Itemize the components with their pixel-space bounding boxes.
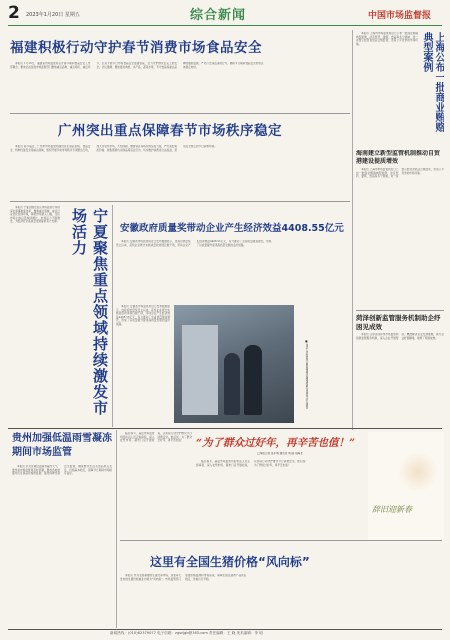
- issue-date: 2023年1月20日 星期五: [26, 12, 80, 18]
- article7-body: [120, 574, 442, 626]
- article5-headline: 贵州加强低温雨雪凝冻期间市场监管: [12, 433, 112, 458]
- masthead: [0, 0, 450, 26]
- photo-equipment: [182, 325, 218, 415]
- article4-body: [10, 206, 60, 426]
- article3-text: 本报讯 安徽省市场监管局近日发布数据显示，自政府质量奖设立以来，获奖企业累计实施质量改进项目数千项，带动企业产生经济效益4408.55亿元，有力推动了全省质量强省建设，形成了以质量提升促进高质量发展的良好氛围。: [116, 240, 272, 247]
- brief-body: [356, 333, 444, 427]
- footer-rule: [8, 629, 442, 630]
- divider: [112, 205, 113, 427]
- divider: [8, 428, 442, 429]
- sidebar-sub-body: [356, 168, 444, 308]
- article1-text: 本报讯 1月16日，福建省市场监管局召开春节期间食品安全工作部署会，要求全省各级市场监管部门聚焦重点品种、重点场所、重点环节，扎实开展节日市场食品安全监督检查，全力守护群众舌尖上的安全。会议强调，要加强对肉类、水产品、蔬菜水果、节令食品等重点品种的抽检监测，严厉打击违法违规行为，确保节日期间食品安全形势总体稳定向好。: [10, 62, 264, 69]
- photo-caption: [296, 340, 308, 420]
- article6-byline: [200, 452, 360, 456]
- article6-headline: “为了群众过好年，再辛苦也值！”: [196, 437, 356, 449]
- photo-figure: [244, 345, 262, 415]
- article1-headline: 福建积极行动守护春节消费市场食品安全: [10, 40, 262, 56]
- section-title: 综合新闻: [190, 8, 247, 23]
- article6-left-body: [120, 432, 192, 537]
- article2-text: 本报讯 春节临近，广州市市场监管局围绕民生商品价格、食品安全、特种设备安全等重点领域，组织开展节前市场秩序专项整治行动，加大对农贸市场、大型商超、旅游景区等场所的巡查力度，严厉查处哄抬价格、销售假冒伪劣商品等违法行为，切实维护消费者合法权益，营造安全放心的节日消费环境。: [10, 145, 217, 152]
- divider: [120, 540, 442, 541]
- footer-info: 新闻热线：(010)62379077 电子信箱：zgscjgb@163.com 责任编辑：王 晓 美术编辑：李 明: [110, 631, 263, 635]
- page-number: 2: [8, 3, 20, 23]
- article1-body: [10, 62, 350, 112]
- sidebar-body: [356, 32, 418, 132]
- article6-text-main: 临近春节，基层市场监管所的执法人员走街串巷，深入农贸市场、超市门店开展检查，以实际行动守护群众节日消费安全。他们说：为了群众过好年，再辛苦也值！: [196, 460, 308, 467]
- sidebar-sub-headline: 海南建立新型监管机制推动自贸港建设提质增效: [356, 150, 441, 165]
- divider: [356, 310, 444, 311]
- photo-figure: [224, 353, 240, 415]
- brief-text: 本报讯 山东省菏泽市市场监管局创新监管服务机制，深入企业开展帮扶，精准解决企业发展难题，助力企业纾困解难，取得了明显成效。: [356, 333, 444, 340]
- article3-continued: [116, 305, 170, 423]
- article6-byline-text: □本报记者 张小明 通讯员 刘 丽 何海龙: [257, 452, 303, 455]
- sidebar-sub-text: 本报讯 上海市市场监管局近日公布一批商业贿赂典型案例，涉及医药、建筑、食品等多个领域，进一步警示经营者依法合规经营，营造公平竞争的市场环境。: [356, 168, 444, 178]
- article6-text: 临近春节，基层市场监管所的执法人员走街串巷，深入农贸市场、超市门店开展检查，以实际行动守护群众节日消费安全。他们说：为了群众过好年，再辛苦也值！: [120, 432, 192, 442]
- masthead-rule: [8, 25, 442, 26]
- article3-headline: 安徽政府质量奖带动企业产生经济效益4408.55亿元: [120, 223, 344, 234]
- article5-text: 本报讯 针对近期低温雨雪凝冻天气，贵州省市场监管局及时部署，要求各地加强对民生商品价格的监测，强化特种设备安全监察，确保群众生活必需品供应充足、价格基本稳定，保障节日期间市场秩序良好。: [12, 465, 112, 475]
- article4-headline: 宁夏聚焦重点领域持续激发市场活力: [70, 208, 109, 416]
- brief-headline: 菏泽创新监管服务机制助企纾困见成效: [356, 314, 441, 331]
- divider: [116, 430, 117, 628]
- banner-text: 辞旧迎新春: [372, 505, 412, 514]
- banner-decoration: [398, 452, 438, 492]
- article2-headline: 广州突出重点保障春节市场秩序稳定: [58, 123, 282, 139]
- article3-body: [116, 240, 352, 302]
- article5-body: [12, 465, 112, 625]
- newspaper-name: 中国市场监督报: [368, 11, 432, 21]
- festival-banner: [368, 432, 444, 540]
- article7-text: 本报讯 作为全国重要的生猪交易市场，这里每天发布的生猪价格被业内视为“风向标”。市场监管部门加强价格监测和市场巡查，保障生猪及猪肉产品供应稳定，价格运行平稳。: [120, 574, 247, 581]
- divider: [10, 201, 350, 202]
- photo-caption-text: ■ 执法人员在春节前检查商场电梯等特种设备安全运行情况: [305, 340, 308, 409]
- article2-body: [10, 145, 350, 200]
- article4-text: 本报讯 宁夏回族自治区市场监管厅持续深化商事制度改革，聚焦重点领域、重点行业优化营商环境，降低市场准入门槛，全区市场主体总量持续增长，市场活力不断激发，为经济社会高质量发展提供有力支撑。: [10, 206, 60, 223]
- divider: [10, 113, 350, 114]
- divider: [352, 30, 353, 430]
- article7-headline: 这里有全国生猪价格“风向标”: [150, 555, 310, 569]
- sidebar-text: 本报讯 上海市市场监管局近日公布一批商业贿赂典型案例，涉及医药、建筑、食品等多个领域，进一步警示经营者依法合规经营，营造公平竞争的市场环境。: [356, 32, 418, 46]
- sidebar-headline: 上海公布一批商业贿赂典型案例: [421, 32, 444, 132]
- news-photo: [174, 305, 294, 423]
- article6-body: [196, 460, 366, 538]
- article3-text-continued: 本报讯 安徽省市场监管局近日发布数据显示，自政府质量奖设立以来，获奖企业累计实施质量改进项目数千项，带动企业产生经济效益4408.55亿元，有力推动了全省质量强省建设，形成了以质量提升促进高质量发展的良好氛围。: [116, 305, 170, 326]
